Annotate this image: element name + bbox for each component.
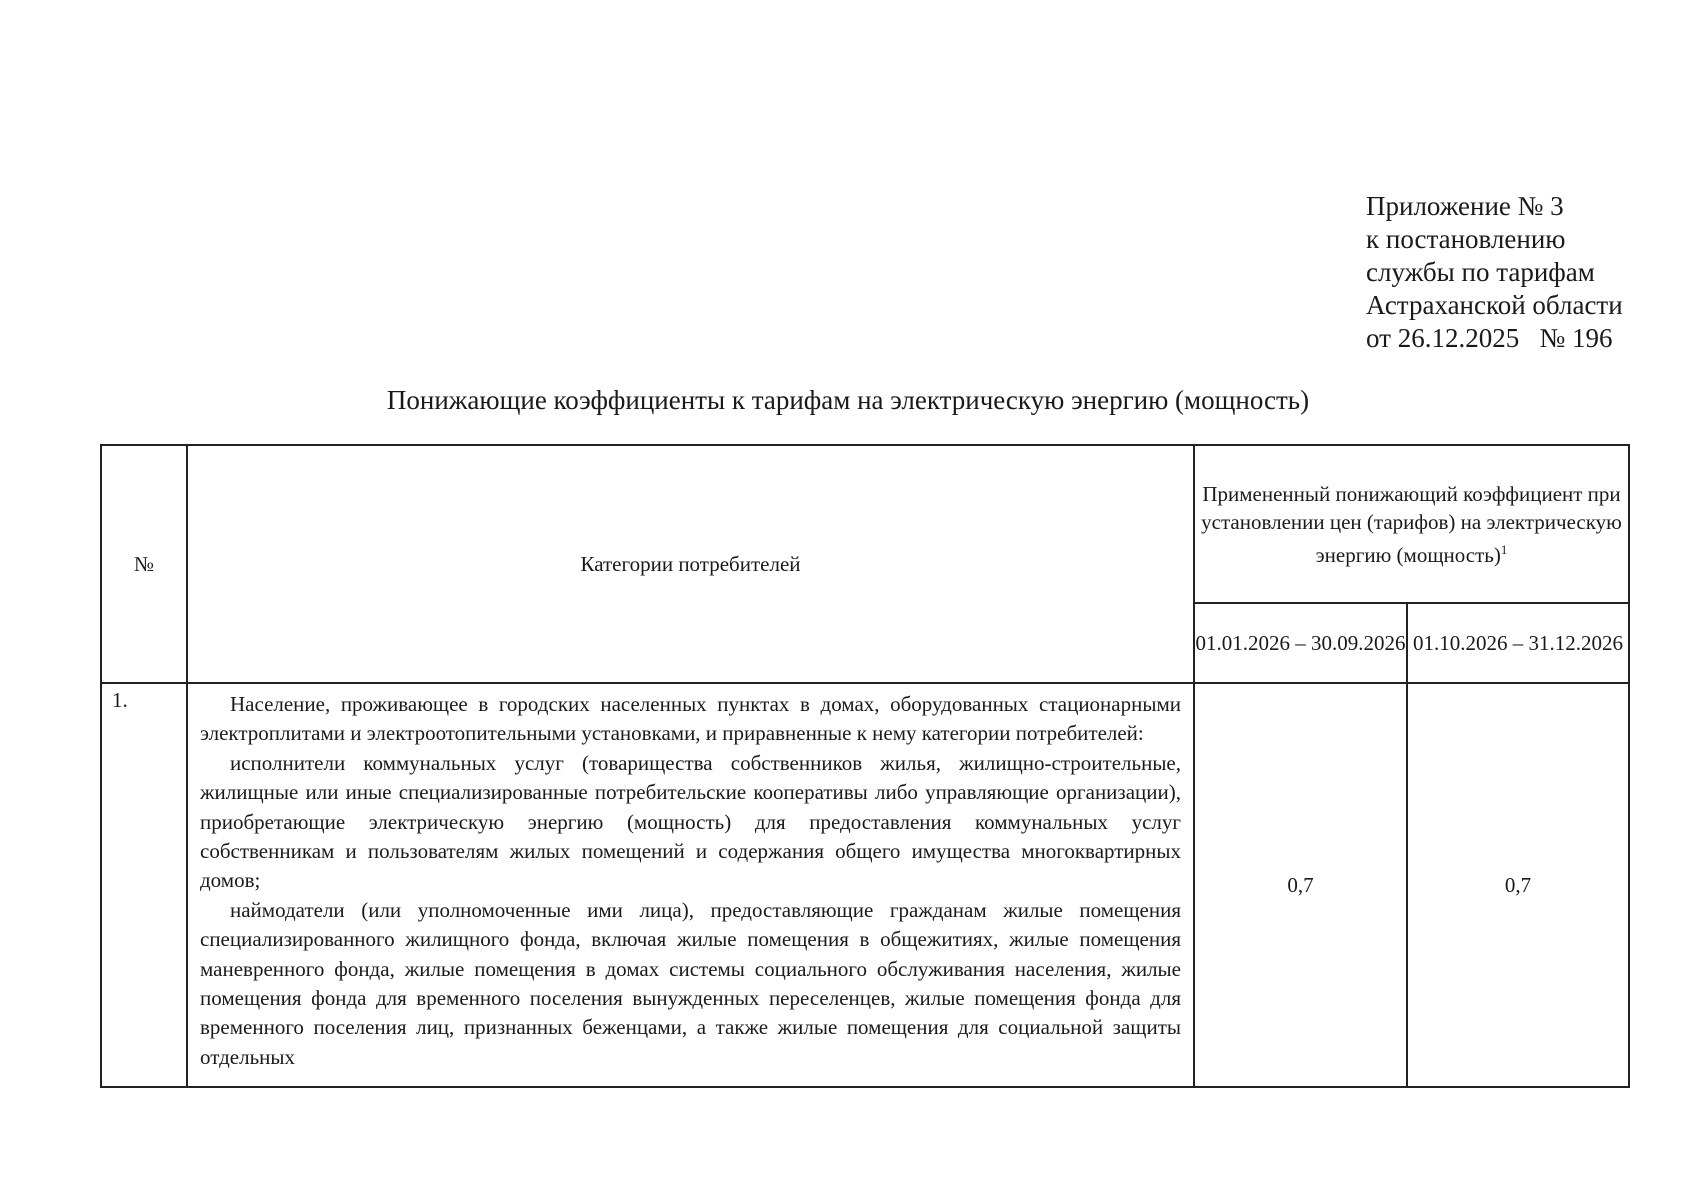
header-period-2 <box>1407 603 1629 683</box>
appendix-region: Астраханской области <box>1366 290 1623 320</box>
category-paragraph: исполнители коммунальных услуг (товарищества собственников жилья, жилищно-строительные, жилищные или иные специализированные потребительские кооперативы либо управляющие организации), приобретающие электрическую энергию (мощность) для предоставления коммунальных услуг собственникам и пользователям жилых помещений и содержания общего имущества многоквартирных домов; <box>200 750 1181 893</box>
coefficients-table <box>100 444 1630 1088</box>
row-category <box>187 683 1194 1087</box>
period-2-label: 01.10.2026 – 31.12.2026 <box>1413 631 1623 655</box>
category-text-clip <box>200 690 1181 1082</box>
header-coefficient-text: Примененный понижающий коэффициент при установлении цен (тарифов) на электрическую энергию (мощность) <box>1201 481 1622 567</box>
document-title: Понижающие коэффициенты к тарифам на электрическую энергию (мощность) <box>386 385 1310 415</box>
appendix-number: Приложение № 3 <box>1366 191 1564 221</box>
table-row <box>101 683 1629 1087</box>
row-value-period-2: 0,7 <box>1407 683 1629 1087</box>
row-number: 1. <box>101 683 187 1087</box>
category-paragraph: Население, проживающее в городских населенных пунктах в домах, оборудованных стационарными электроплитами и электроотопительными установками, и приравненные к нему категории потребителей: <box>200 692 1181 746</box>
appendix-header <box>1366 190 1623 355</box>
header-category: Категории потребителей <box>187 445 1194 683</box>
header-coefficient <box>1194 445 1629 603</box>
header-period-1 <box>1194 603 1407 683</box>
footnote-marker: 1 <box>1500 541 1508 557</box>
period-1-label: 01.01.2026 – 30.09.2026 <box>1195 631 1406 655</box>
row-value-period-1: 0,7 <box>1194 683 1407 1087</box>
header-number: № <box>101 445 187 683</box>
category-paragraph: наймодатели (или уполномоченные ими лица), предоставляющие гражданам жилые помещения специализированного жилищного фонда, включая жилые помещения в общежитиях, жилые помещения маневренного фонда, жилые помещения в домах системы социального обслуживания населения, жилые помещения фонда для временного поселения вынужденных переселенцев, жилые помещения фонда для временного поселения лиц, признанных беженцами, а также жилые помещения для социальной защиты отдельных <box>200 897 1181 1069</box>
appendix-ref: к постановлению <box>1366 224 1566 254</box>
appendix-authority: службы по тарифам <box>1366 257 1595 287</box>
appendix-date-number: от 26.12.2025 № 196 <box>1366 323 1613 353</box>
table-header-row <box>101 445 1629 603</box>
